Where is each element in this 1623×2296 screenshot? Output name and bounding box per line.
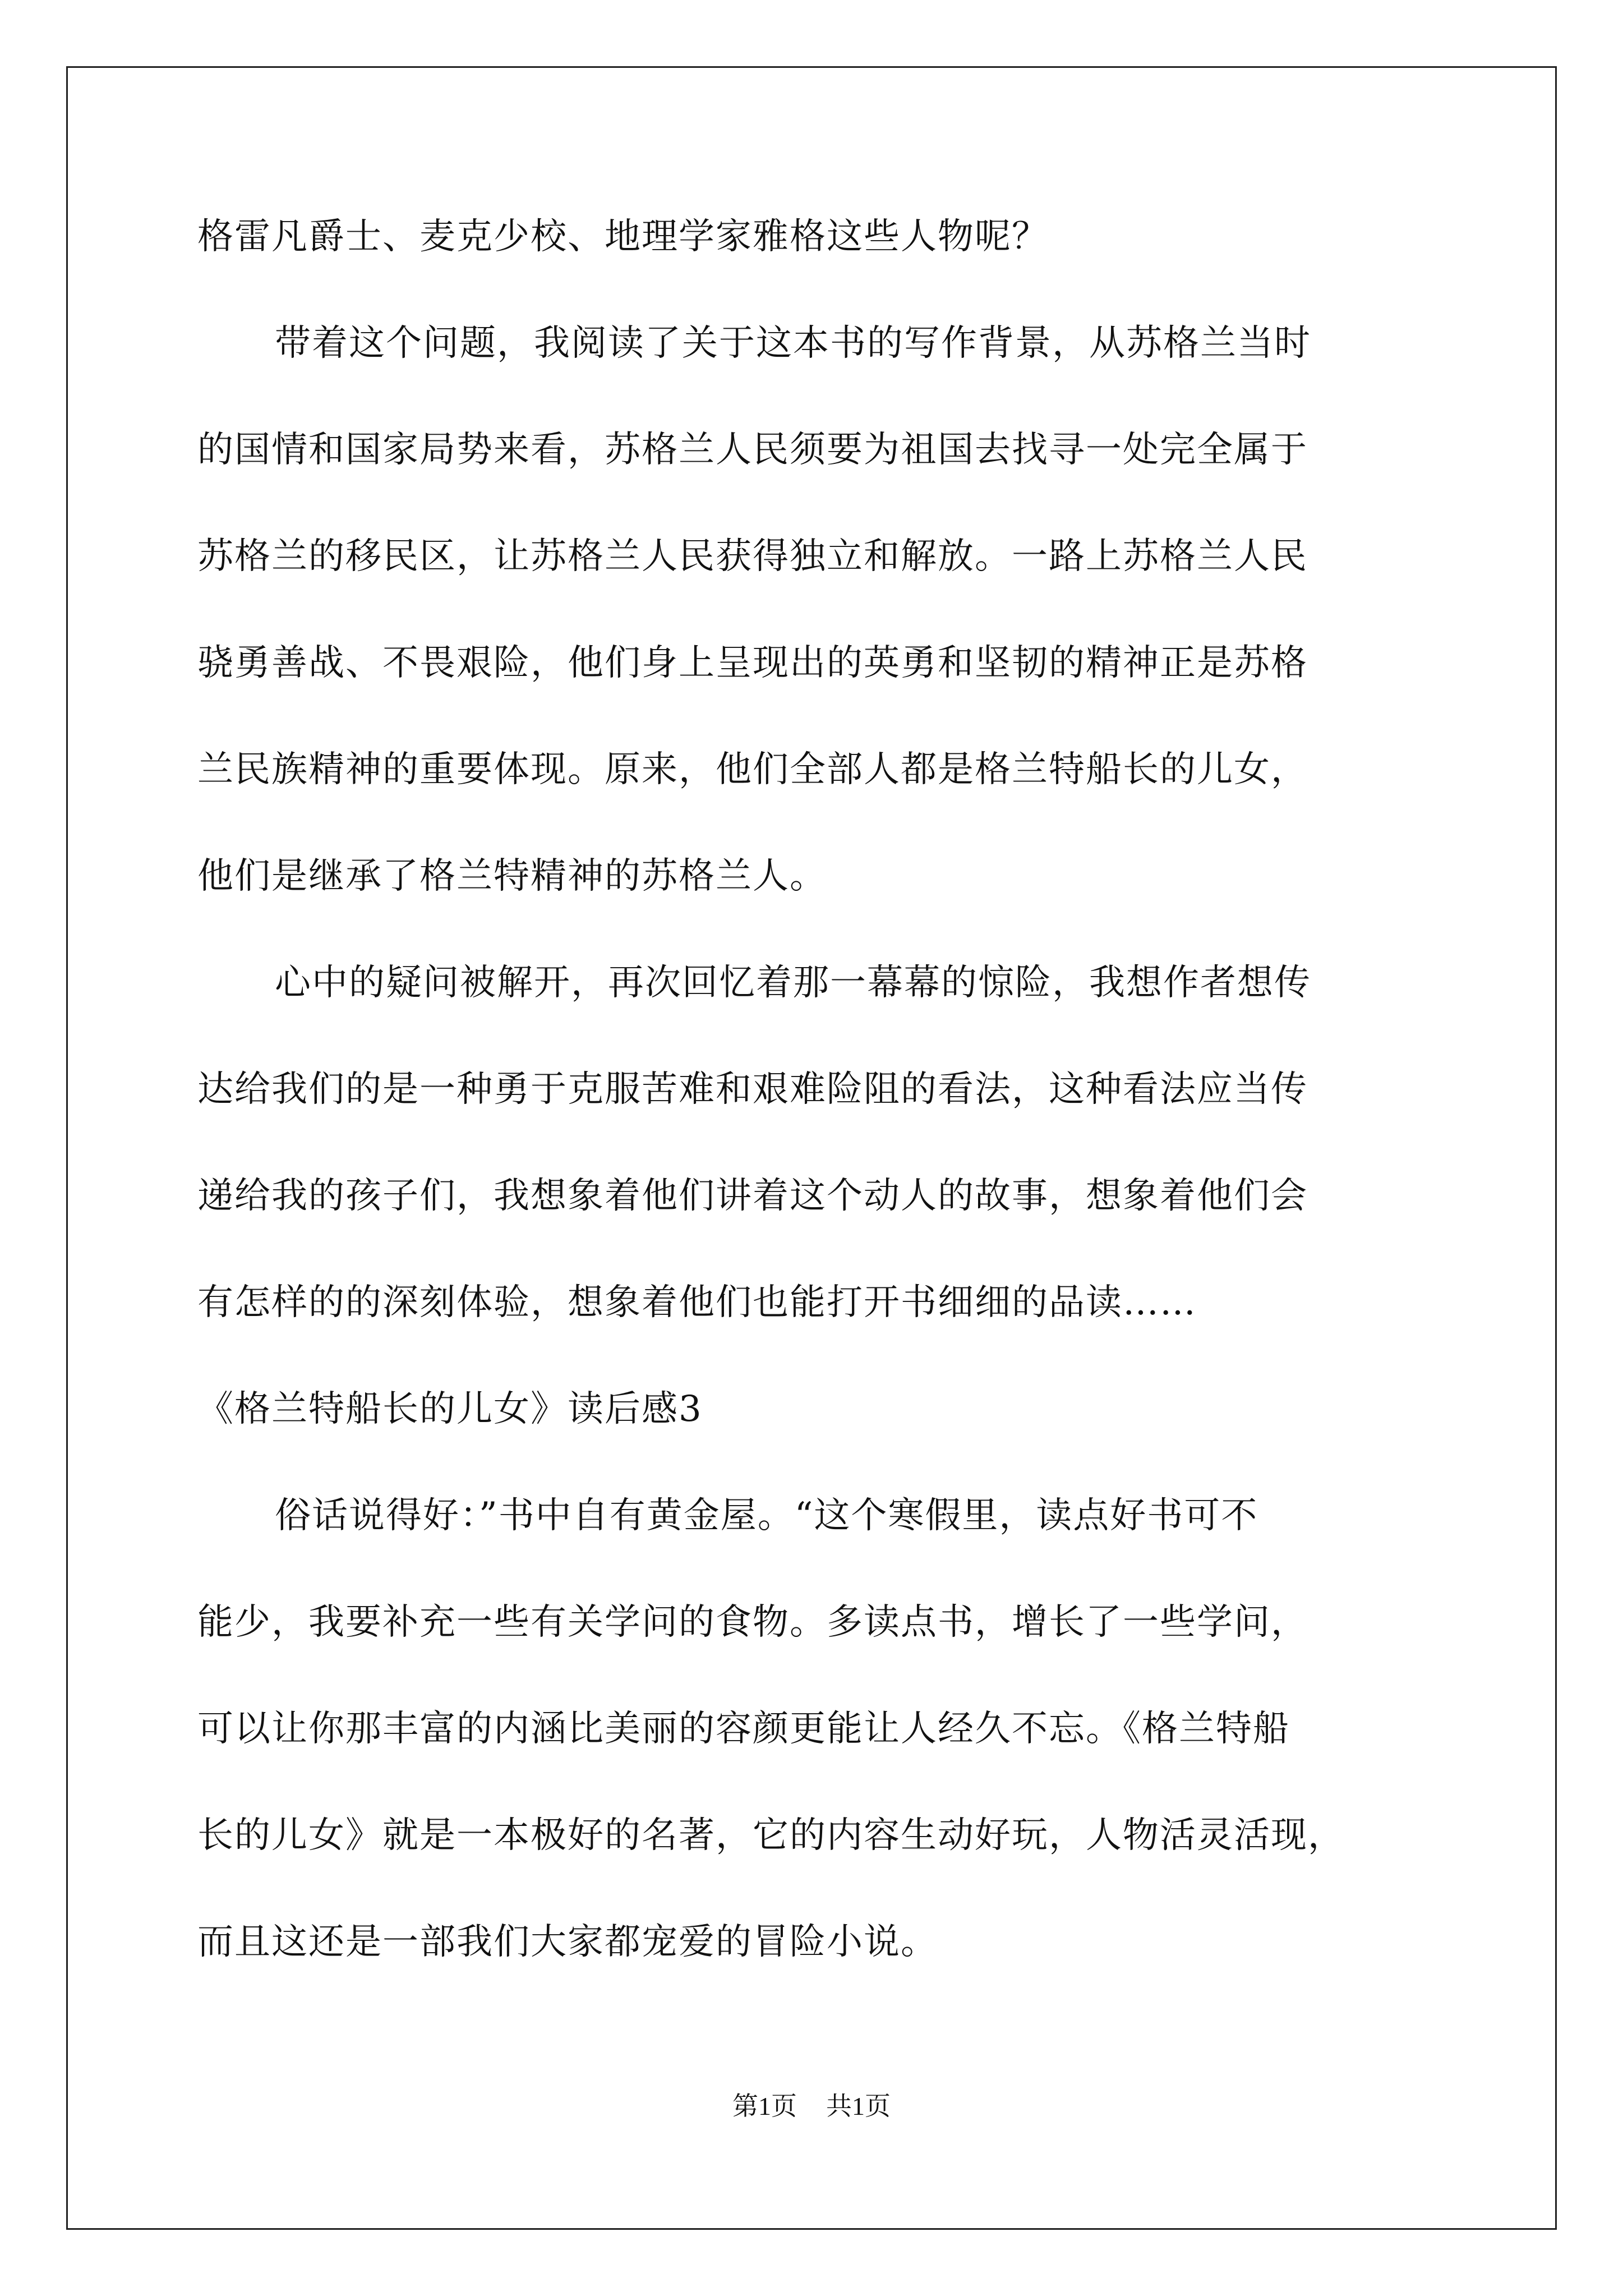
page-number-total: 共1页 <box>826 2092 891 2120</box>
text-line: 有怎样的的深刻体验，想象着他们也能打开书细细的品读…… <box>197 1282 1197 1323</box>
text-line: 能少，我要补充一些有关学问的食物。多读点书，增长了一些学问， <box>197 1602 1308 1643</box>
page-footer <box>0 2090 1623 2123</box>
text-line: 心中的疑问被解开，再次回忆着那一幕幕的惊险，我想作者想传 <box>275 962 1311 1004</box>
document-body <box>197 203 1446 2015</box>
text-line: 的国情和国家局势来看，苏格兰人民须要为祖国去找寻一处完全属于 <box>197 429 1308 471</box>
text-line: 格雷凡爵士、麦克少校、地理学家雅格这些人物呢？ <box>197 216 1049 257</box>
text-line: 他们是继承了格兰特精神的苏格兰人。 <box>197 855 827 897</box>
text-line: 而且这还是一部我们大家都宠爱的冒险小说。 <box>197 1921 938 1963</box>
text-line: 递给我的孩子们，我想象着他们讲着这个动人的故事，想象着他们会 <box>197 1175 1308 1217</box>
text-line: 兰民族精神的重要体现。原来，他们全部人都是格兰特船长的儿女， <box>197 749 1308 790</box>
text-line: 俗话说得好：”书中自有黄金屋。“这个寒假里，读点好书可不 <box>275 1495 1258 1536</box>
text-line: 达给我们的是一种勇于克服苦难和艰难险阻的看法，这种看法应当传 <box>197 1069 1308 1110</box>
section-heading: 《格兰特船长的儿女》读后感3 <box>197 1388 703 1430</box>
text-line: 骁勇善战、不畏艰险，他们身上呈现出的英勇和坚韧的精神正是苏格 <box>197 642 1308 684</box>
text-line: 苏格兰的移民区，让苏格兰人民获得独立和解放。一路上苏格兰人民 <box>197 536 1308 577</box>
text-line: 带着这个问题，我阅读了关于这本书的写作背景，从苏格兰当时 <box>275 323 1311 364</box>
text-line: 长的儿女》就是一本极好的名著，它的内容生动好玩，人物活灵活现， <box>197 1815 1345 1856</box>
text-line: 可以让你那丰富的内涵比美丽的容颜更能让人经久不忘。《格兰特船 <box>197 1708 1290 1750</box>
page-number-current: 第1页 <box>732 2092 797 2120</box>
